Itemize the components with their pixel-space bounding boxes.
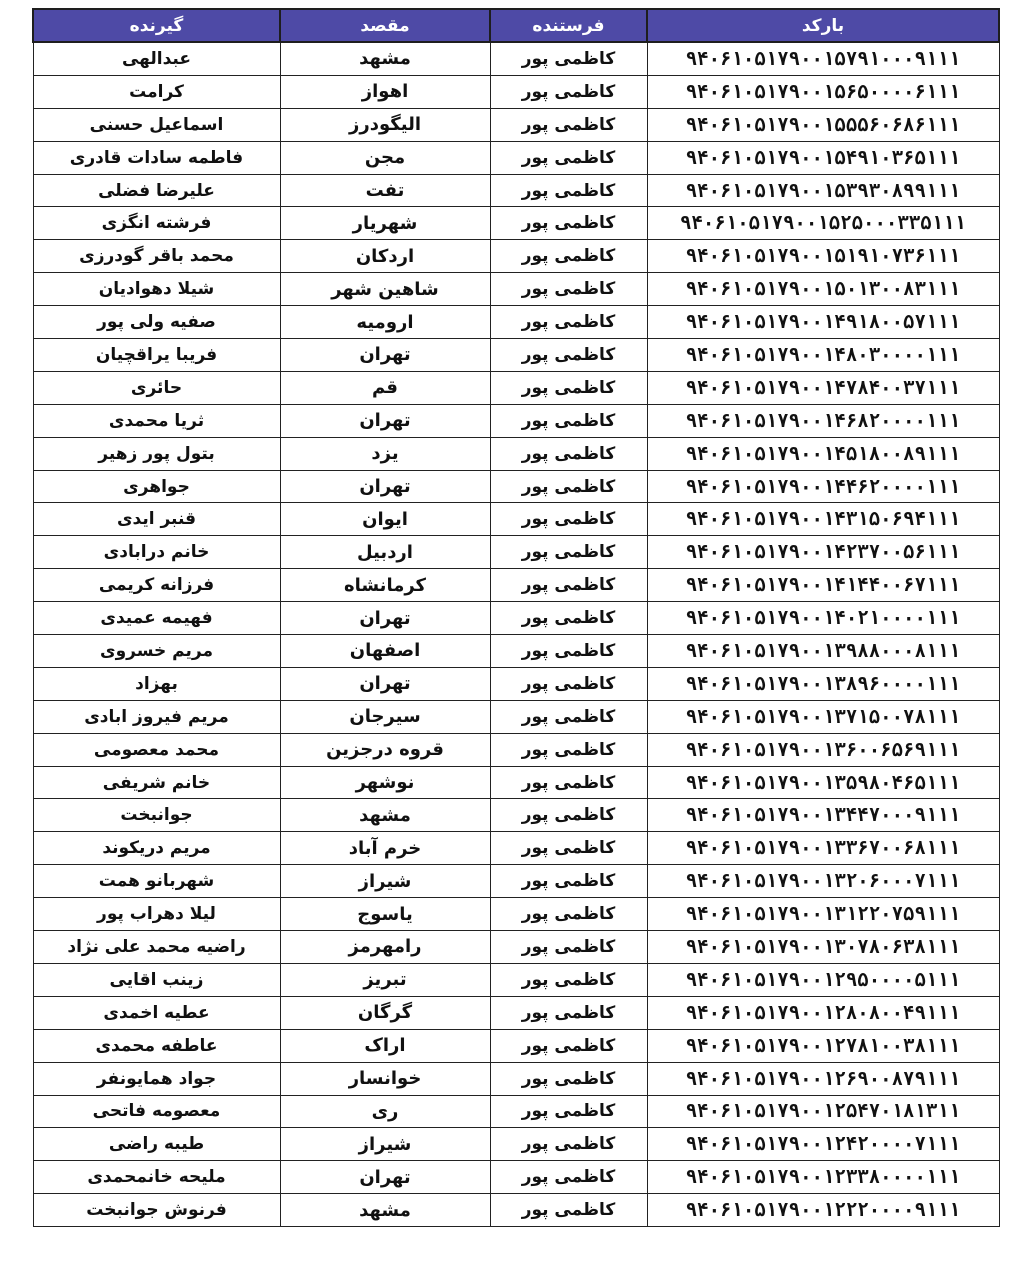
cell-sender: کاظمی پور: [490, 602, 647, 635]
cell-sender: کاظمی پور: [490, 1128, 647, 1161]
table-row: [33, 108, 999, 141]
header-barcode: بارکد: [647, 9, 999, 42]
table-row: [33, 832, 999, 865]
cell-sender: کاظمی پور: [490, 404, 647, 437]
cell-recipient: مریم فیروز ابادی: [33, 700, 280, 733]
cell-barcode: ۹۴۰۶۱۰۵۱۷۹۰۰۱۴۰۲۱۰۰۰۰۱۱۱: [647, 602, 999, 635]
table-header: [33, 9, 999, 42]
cell-barcode: ۹۴۰۶۱۰۵۱۷۹۰۰۱۲۲۲۰۰۰۰۹۱۱۱: [647, 1194, 999, 1227]
cell-recipient: ثریا محمدی: [33, 404, 280, 437]
cell-barcode: ۹۴۰۶۱۰۵۱۷۹۰۰۱۳۰۷۸۰۶۳۸۱۱۱: [647, 931, 999, 964]
cell-barcode: ۹۴۰۶۱۰۵۱۷۹۰۰۱۴۳۱۵۰۶۹۴۱۱۱: [647, 503, 999, 536]
table-row: [33, 174, 999, 207]
cell-recipient: فریبا یراقچیان: [33, 339, 280, 372]
table-row: [33, 667, 999, 700]
table-row: [33, 569, 999, 602]
cell-destination: یاسوج: [280, 898, 490, 931]
cell-barcode: ۹۴۰۶۱۰۵۱۷۹۰۰۱۳۱۲۲۰۷۵۹۱۱۱: [647, 898, 999, 931]
cell-recipient: عبدالهی: [33, 42, 280, 75]
cell-sender: کاظمی پور: [490, 1194, 647, 1227]
cell-destination: ارومیه: [280, 306, 490, 339]
cell-barcode: ۹۴۰۶۱۰۵۱۷۹۰۰۱۴۸۰۳۰۰۰۰۱۱۱: [647, 339, 999, 372]
cell-sender: کاظمی پور: [490, 700, 647, 733]
cell-barcode: ۹۴۰۶۱۰۵۱۷۹۰۰۱۴۷۸۴۰۰۳۷۱۱۱: [647, 371, 999, 404]
table-row: [33, 273, 999, 306]
cell-recipient: مریم خسروی: [33, 635, 280, 668]
table-row: [33, 1062, 999, 1095]
cell-barcode: ۹۴۰۶۱۰۵۱۷۹۰۰۱۳۹۸۸۰۰۰۸۱۱۱: [647, 635, 999, 668]
cell-barcode: ۹۴۰۶۱۰۵۱۷۹۰۰۱۵۷۹۱۰۰۰۹۱۱۱: [647, 42, 999, 75]
cell-recipient: بهزاد: [33, 667, 280, 700]
cell-destination: مشهد: [280, 42, 490, 75]
cell-sender: کاظمی پور: [490, 75, 647, 108]
cell-sender: کاظمی پور: [490, 437, 647, 470]
cell-destination: مجن: [280, 141, 490, 174]
cell-recipient: شیلا دهوادیان: [33, 273, 280, 306]
cell-recipient: فرزانه کریمی: [33, 569, 280, 602]
cell-destination: یزد: [280, 437, 490, 470]
cell-barcode: ۹۴۰۶۱۰۵۱۷۹۰۰۱۴۶۸۲۰۰۰۰۱۱۱: [647, 404, 999, 437]
table-body: [33, 42, 999, 1227]
table-row: [33, 503, 999, 536]
cell-recipient: ملیحه خانمحمدی: [33, 1161, 280, 1194]
cell-recipient: حائری: [33, 371, 280, 404]
cell-destination: شیراز: [280, 865, 490, 898]
table-row: [33, 963, 999, 996]
cell-barcode: ۹۴۰۶۱۰۵۱۷۹۰۰۱۲۷۸۱۰۰۳۸۱۱۱: [647, 1029, 999, 1062]
cell-destination: تهران: [280, 339, 490, 372]
cell-recipient: معصومه فاتحی: [33, 1095, 280, 1128]
cell-sender: کاظمی پور: [490, 569, 647, 602]
cell-barcode: ۹۴۰۶۱۰۵۱۷۹۰۰۱۵۵۵۶۰۶۸۶۱۱۱: [647, 108, 999, 141]
cell-destination: تهران: [280, 470, 490, 503]
cell-destination: اردبیل: [280, 536, 490, 569]
cell-recipient: کرامت: [33, 75, 280, 108]
cell-recipient: فاطمه سادات قادری: [33, 141, 280, 174]
cell-destination: رامهرمز: [280, 931, 490, 964]
cell-recipient: فرشته انگزی: [33, 207, 280, 240]
table-row: [33, 602, 999, 635]
cell-recipient: جوانبخت: [33, 799, 280, 832]
cell-destination: قم: [280, 371, 490, 404]
cell-sender: کاظمی پور: [490, 1029, 647, 1062]
cell-sender: کاظمی پور: [490, 536, 647, 569]
table-row: [33, 75, 999, 108]
table-row: [33, 766, 999, 799]
cell-sender: کاظمی پور: [490, 1161, 647, 1194]
table-row: [33, 1161, 999, 1194]
table-row: [33, 1029, 999, 1062]
cell-destination: کرمانشاه: [280, 569, 490, 602]
cell-barcode: ۹۴۰۶۱۰۵۱۷۹۰۰۱۳۳۶۷۰۰۶۸۱۱۱: [647, 832, 999, 865]
cell-destination: اردکان: [280, 240, 490, 273]
cell-barcode: ۹۴۰۶۱۰۵۱۷۹۰۰۱۲۸۰۸۰۰۴۹۱۱۱: [647, 996, 999, 1029]
cell-barcode: ۹۴۰۶۱۰۵۱۷۹۰۰۱۵۴۹۱۰۳۶۵۱۱۱: [647, 141, 999, 174]
table-row: [33, 1194, 999, 1227]
cell-recipient: محمد باقر گودرزی: [33, 240, 280, 273]
cell-destination: شهریار: [280, 207, 490, 240]
cell-sender: کاظمی پور: [490, 1095, 647, 1128]
header-sender: فرستنده: [490, 9, 647, 42]
cell-sender: کاظمی پور: [490, 832, 647, 865]
cell-destination: خوانسار: [280, 1062, 490, 1095]
cell-sender: کاظمی پور: [490, 931, 647, 964]
cell-recipient: بتول پور زهیر: [33, 437, 280, 470]
header-recipient: گیرنده: [33, 9, 280, 42]
cell-sender: کاظمی پور: [490, 141, 647, 174]
cell-destination: سیرجان: [280, 700, 490, 733]
cell-barcode: ۹۴۰۶۱۰۵۱۷۹۰۰۱۳۵۹۸۰۴۶۵۱۱۱: [647, 766, 999, 799]
cell-sender: کاظمی پور: [490, 667, 647, 700]
cell-destination: مشهد: [280, 799, 490, 832]
cell-destination: تهران: [280, 404, 490, 437]
cell-destination: تفت: [280, 174, 490, 207]
cell-barcode: ۹۴۰۶۱۰۵۱۷۹۰۰۱۳۷۱۵۰۰۷۸۱۱۱: [647, 700, 999, 733]
cell-destination: شاهین شهر: [280, 273, 490, 306]
cell-recipient: فرنوش جوانبخت: [33, 1194, 280, 1227]
cell-sender: کاظمی پور: [490, 273, 647, 306]
cell-recipient: صفیه ولی پور: [33, 306, 280, 339]
cell-sender: کاظمی پور: [490, 766, 647, 799]
cell-destination: نوشهر: [280, 766, 490, 799]
cell-destination: خرم آباد: [280, 832, 490, 865]
table-row: [33, 371, 999, 404]
table-row: [33, 470, 999, 503]
cell-barcode: ۹۴۰۶۱۰۵۱۷۹۰۰۱۲۶۹۰۰۸۷۹۱۱۱: [647, 1062, 999, 1095]
cell-sender: کاظمی پور: [490, 865, 647, 898]
cell-barcode: ۹۴۰۶۱۰۵۱۷۹۰۰۱۳۶۰۰۶۵۶۹۱۱۱: [647, 733, 999, 766]
cell-recipient: عاطفه محمدی: [33, 1029, 280, 1062]
cell-sender: کاظمی پور: [490, 240, 647, 273]
cell-recipient: جواهری: [33, 470, 280, 503]
cell-destination: مشهد: [280, 1194, 490, 1227]
cell-sender: کاظمی پور: [490, 470, 647, 503]
cell-sender: کاظمی پور: [490, 635, 647, 668]
cell-barcode: ۹۴۰۶۱۰۵۱۷۹۰۰۱۵۱۹۱۰۷۳۶۱۱۱: [647, 240, 999, 273]
table-row: [33, 700, 999, 733]
table-row: [33, 536, 999, 569]
table-row: [33, 339, 999, 372]
cell-recipient: خانم شریفی: [33, 766, 280, 799]
cell-sender: کاظمی پور: [490, 42, 647, 75]
cell-recipient: زینب اقایی: [33, 963, 280, 996]
cell-recipient: عطیه اخمدی: [33, 996, 280, 1029]
cell-sender: کاظمی پور: [490, 963, 647, 996]
table-row: [33, 865, 999, 898]
shipment-table: [32, 8, 1000, 1227]
cell-destination: قروه درجزین: [280, 733, 490, 766]
cell-destination: اراک: [280, 1029, 490, 1062]
table-row: [33, 306, 999, 339]
cell-recipient: خانم درابادی: [33, 536, 280, 569]
cell-sender: کاظمی پور: [490, 174, 647, 207]
cell-barcode: ۹۴۰۶۱۰۵۱۷۹۰۰۱۲۳۳۸۰۰۰۰۱۱۱: [647, 1161, 999, 1194]
table-row: [33, 240, 999, 273]
cell-recipient: جواد همایونفر: [33, 1062, 280, 1095]
header-row: [33, 9, 999, 42]
cell-barcode: ۹۴۰۶۱۰۵۱۷۹۰۰۱۳۲۰۶۰۰۰۷۱۱۱: [647, 865, 999, 898]
table-row: [33, 42, 999, 75]
table-row: [33, 635, 999, 668]
table-row: [33, 898, 999, 931]
table-row: [33, 996, 999, 1029]
cell-destination: شیراز: [280, 1128, 490, 1161]
cell-sender: کاظمی پور: [490, 371, 647, 404]
cell-barcode: ۹۴۰۶۱۰۵۱۷۹۰۰۱۴۱۴۴۰۰۶۷۱۱۱: [647, 569, 999, 602]
cell-destination: تهران: [280, 602, 490, 635]
cell-sender: کاظمی پور: [490, 108, 647, 141]
cell-barcode: ۹۴۰۶۱۰۵۱۷۹۰۰۱۴۴۶۲۰۰۰۰۱۱۱: [647, 470, 999, 503]
cell-destination: گرگان: [280, 996, 490, 1029]
cell-barcode: ۹۴۰۶۱۰۵۱۷۹۰۰۱۴۲۳۷۰۰۵۶۱۱۱: [647, 536, 999, 569]
cell-sender: کاظمی پور: [490, 207, 647, 240]
cell-destination: اهواز: [280, 75, 490, 108]
cell-sender: کاظمی پور: [490, 799, 647, 832]
cell-barcode: ۹۴۰۶۱۰۵۱۷۹۰۰۱۵۶۵۰۰۰۰۶۱۱۱: [647, 75, 999, 108]
cell-destination: تهران: [280, 667, 490, 700]
cell-recipient: اسماعیل حسنی: [33, 108, 280, 141]
cell-barcode: ۹۴۰۶۱۰۵۱۷۹۰۰۱۵۲۵۰۰۰۳۳۵۱۱۱: [647, 207, 999, 240]
cell-barcode: ۹۴۰۶۱۰۵۱۷۹۰۰۱۳۴۴۷۰۰۰۹۱۱۱: [647, 799, 999, 832]
cell-destination: تهران: [280, 1161, 490, 1194]
cell-barcode: ۹۴۰۶۱۰۵۱۷۹۰۰۱۵۰۱۳۰۰۸۳۱۱۱: [647, 273, 999, 306]
cell-sender: کاظمی پور: [490, 733, 647, 766]
table-row: [33, 141, 999, 174]
cell-barcode: ۹۴۰۶۱۰۵۱۷۹۰۰۱۴۵۱۸۰۰۸۹۱۱۱: [647, 437, 999, 470]
table-row: [33, 799, 999, 832]
cell-sender: کاظمی پور: [490, 339, 647, 372]
cell-recipient: علیرضا فضلی: [33, 174, 280, 207]
cell-recipient: محمد معصومی: [33, 733, 280, 766]
table-row: [33, 437, 999, 470]
cell-barcode: ۹۴۰۶۱۰۵۱۷۹۰۰۱۴۹۱۸۰۰۵۷۱۱۱: [647, 306, 999, 339]
cell-sender: کاظمی پور: [490, 898, 647, 931]
cell-barcode: ۹۴۰۶۱۰۵۱۷۹۰۰۱۲۹۵۰۰۰۰۵۱۱۱: [647, 963, 999, 996]
cell-barcode: ۹۴۰۶۱۰۵۱۷۹۰۰۱۲۵۴۷۰۱۸۱۳۱۱: [647, 1095, 999, 1128]
table-row: [33, 207, 999, 240]
cell-sender: کاظمی پور: [490, 503, 647, 536]
cell-barcode: ۹۴۰۶۱۰۵۱۷۹۰۰۱۵۳۹۳۰۸۹۹۱۱۱: [647, 174, 999, 207]
cell-barcode: ۹۴۰۶۱۰۵۱۷۹۰۰۱۳۸۹۶۰۰۰۰۱۱۱: [647, 667, 999, 700]
cell-destination: ری: [280, 1095, 490, 1128]
cell-recipient: مریم دریکوند: [33, 832, 280, 865]
table-row: [33, 1095, 999, 1128]
cell-recipient: فهیمه عمیدی: [33, 602, 280, 635]
cell-recipient: طیبه راضی: [33, 1128, 280, 1161]
cell-recipient: لیلا دهراب پور: [33, 898, 280, 931]
cell-recipient: راضیه محمد علی نژاد: [33, 931, 280, 964]
cell-barcode: ۹۴۰۶۱۰۵۱۷۹۰۰۱۲۴۲۰۰۰۰۷۱۱۱: [647, 1128, 999, 1161]
cell-recipient: شهربانو همت: [33, 865, 280, 898]
cell-destination: تبریز: [280, 963, 490, 996]
cell-sender: کاظمی پور: [490, 996, 647, 1029]
header-destination: مقصد: [280, 9, 490, 42]
cell-sender: کاظمی پور: [490, 1062, 647, 1095]
cell-sender: کاظمی پور: [490, 306, 647, 339]
cell-destination: الیگودرز: [280, 108, 490, 141]
table-row: [33, 404, 999, 437]
table-row: [33, 733, 999, 766]
cell-recipient: قنبر ایدی: [33, 503, 280, 536]
cell-destination: ایوان: [280, 503, 490, 536]
table-row: [33, 931, 999, 964]
shipment-sheet: [32, 8, 998, 1227]
cell-destination: اصفهان: [280, 635, 490, 668]
table-row: [33, 1128, 999, 1161]
